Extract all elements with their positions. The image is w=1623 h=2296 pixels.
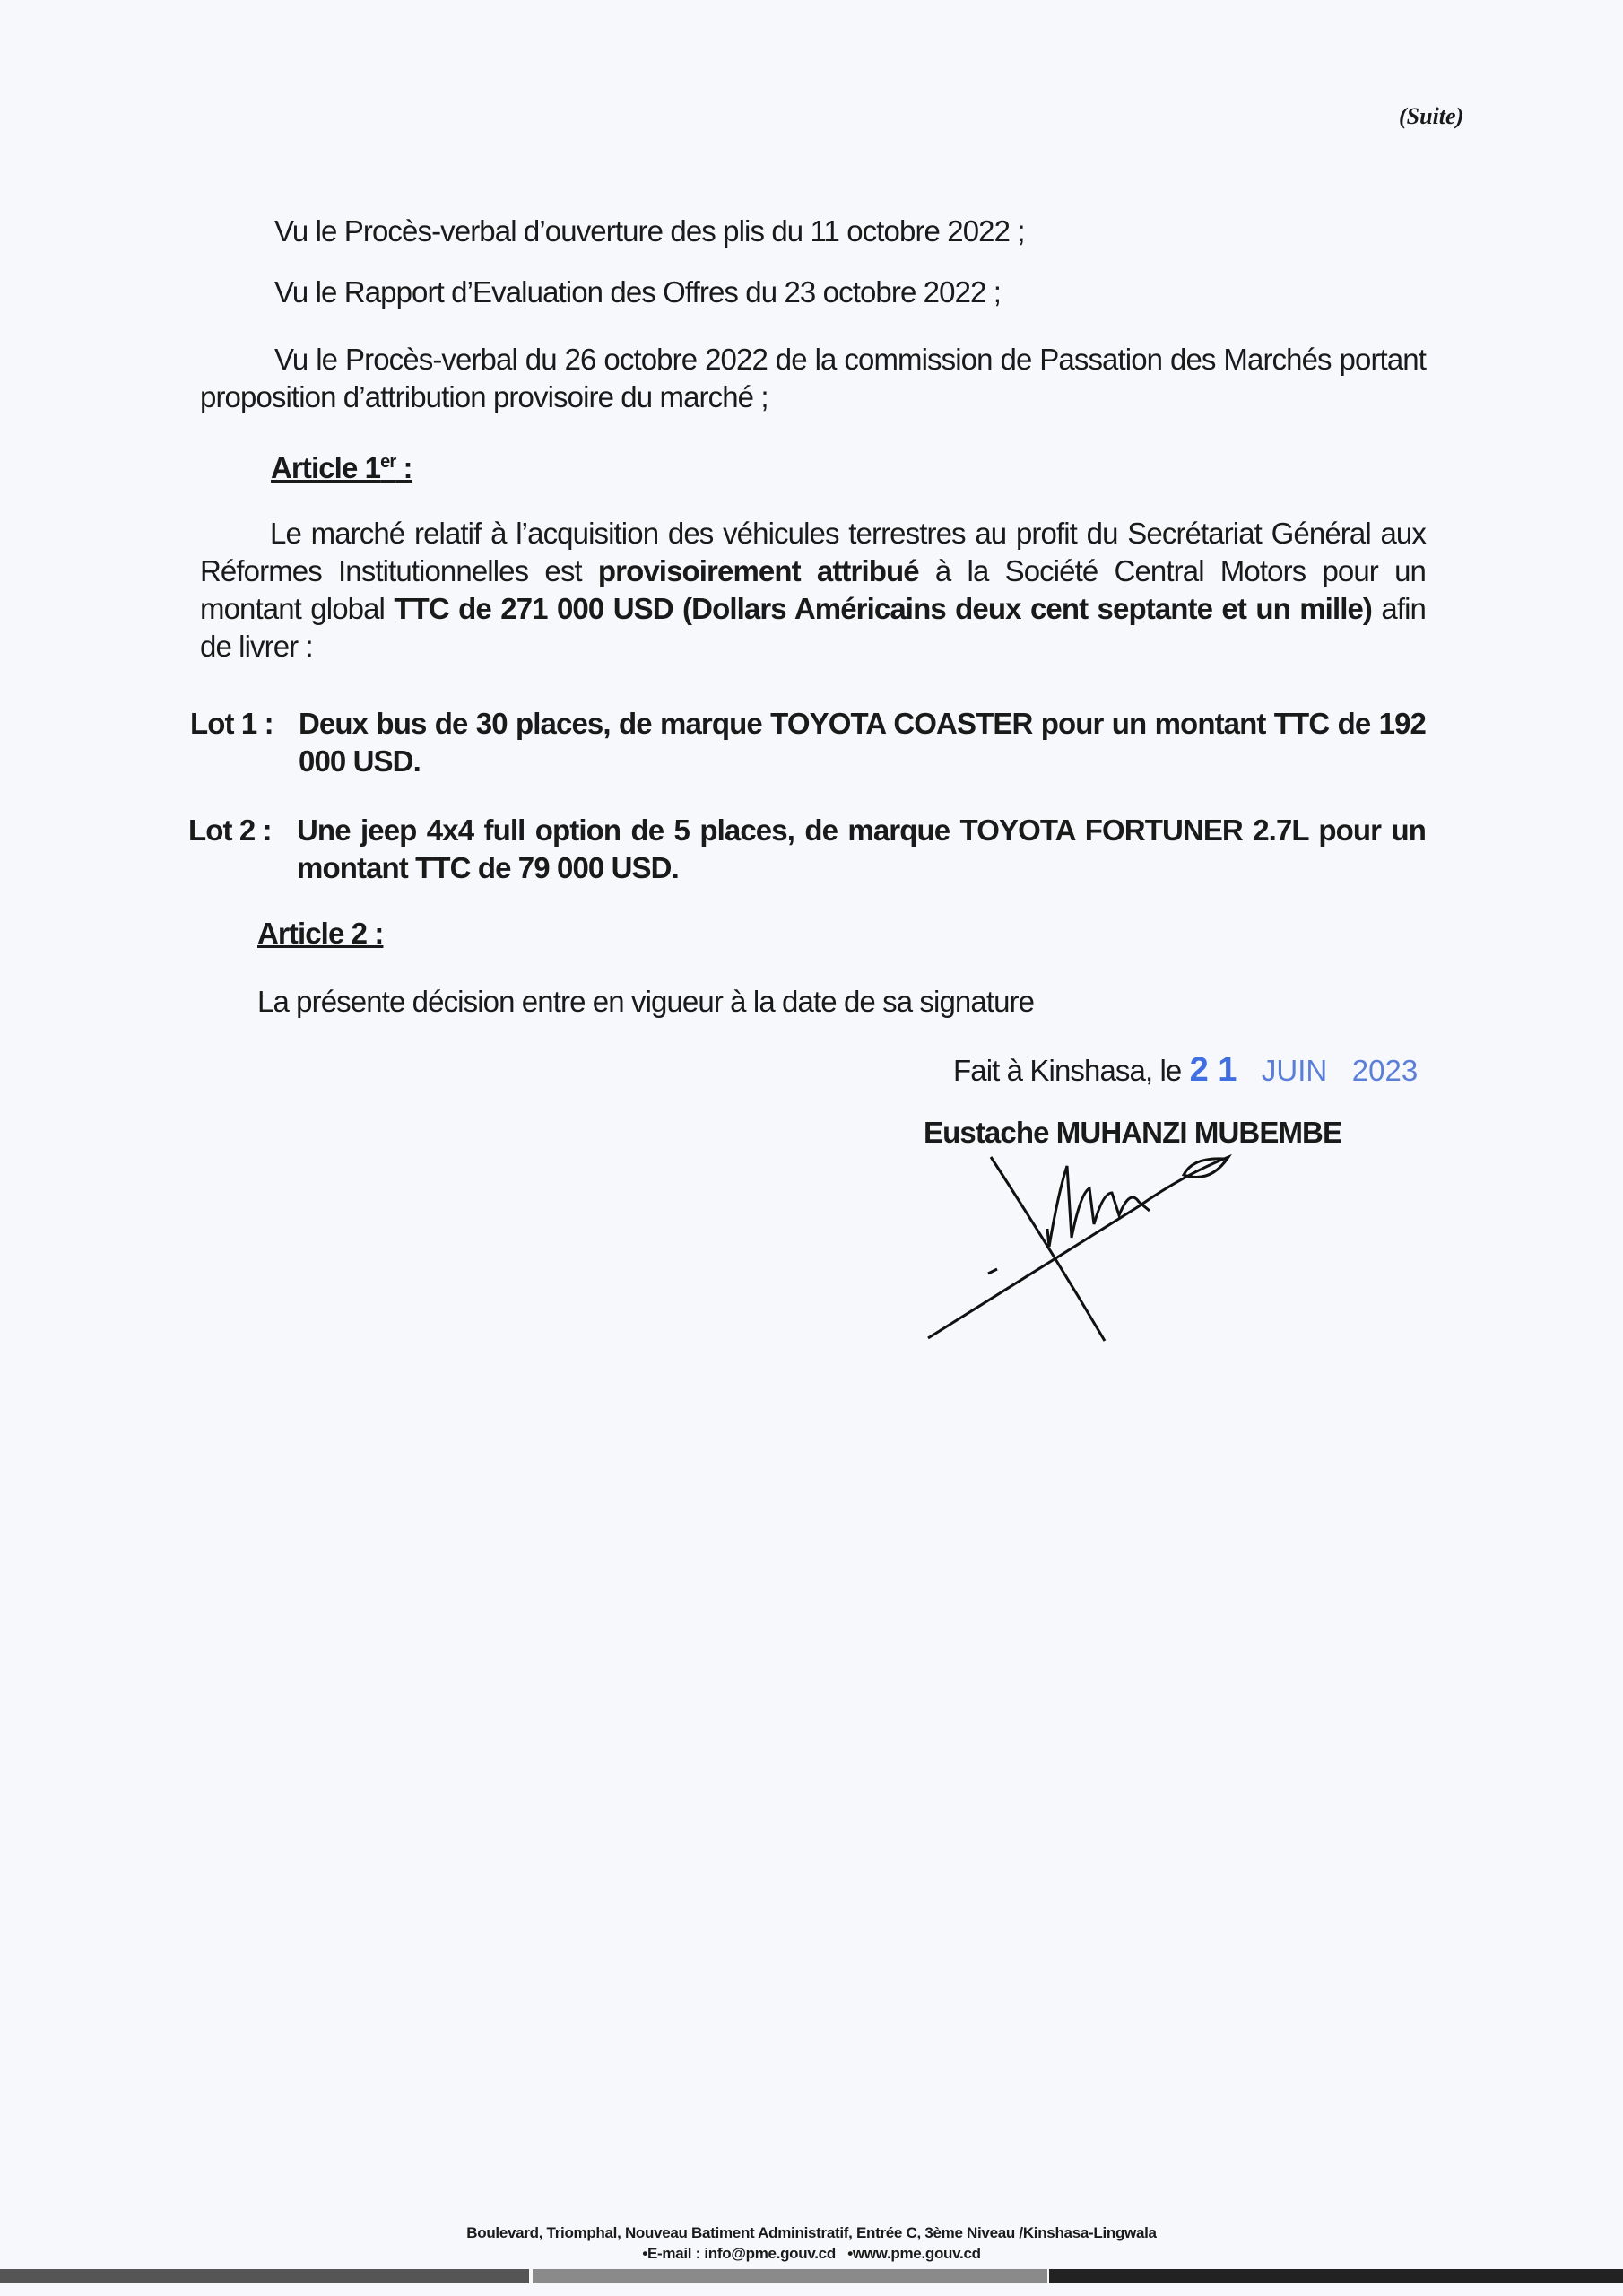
stamp-day: 2 1 <box>1189 1051 1237 1089</box>
footer-contact <box>0 2245 1623 2263</box>
consideration-1: Vu le Procès-verbal d’ouverture des plis du 11 octobre 2022 ; <box>274 214 1025 248</box>
article-1-text: Le marché relatif à l’acquisition des véhicules terrestres au profit du Secrétariat Général aux Réformes Institutionnelles est <box>200 517 1426 587</box>
article-1-bold: provisoirement attribué <box>597 554 919 587</box>
footer-bar-middle <box>533 2269 1047 2283</box>
article-1-title-text: Article 1 <box>271 451 381 484</box>
footer-email: •E-mail : info@pme.gouv.cd <box>642 2245 836 2262</box>
signature-place <box>953 1051 1418 1090</box>
footer-bar-left <box>0 2269 529 2283</box>
article-1-text: à la Société Central Motors pour un montant global <box>200 554 1426 625</box>
stamp-year: 2023 <box>1351 1054 1419 1087</box>
consideration-3: Vu le Procès-verbal du 26 octobre 2022 de la commission de Passation des Marchés portant proposition d’attribution provisoire du marché ; <box>200 343 1426 413</box>
place-date-label: Fait à Kinshasa, le <box>953 1054 1182 1087</box>
lot-2-text: Une jeep 4x4 full option de 5 places, de marque TOYOTA FORTUNER 2.7L pour un montant TTC de 79 000 USD. <box>297 813 1426 884</box>
lot-1-label: Lot 1 : <box>190 707 273 740</box>
footer-bar-right <box>1049 2269 1623 2283</box>
article-2-title: Article 2 : <box>257 917 384 950</box>
consideration-2: Vu le Rapport d’Evaluation des Offres du 23 octobre 2022 ; <box>274 275 1002 309</box>
article-1-amount: TTC de 271 000 USD (Dollars Américains deux cent septante et un mille) <box>394 592 1373 625</box>
footer-website: •www.pme.gouv.cd <box>847 2245 981 2262</box>
handwritten-signature <box>915 1139 1291 1354</box>
article-1-text: afin de livrer : <box>200 592 1427 663</box>
article-1-sup: er <box>380 452 396 472</box>
article-1-title <box>271 443 412 487</box>
article-1-colon: : <box>395 451 412 484</box>
footer-address: Boulevard, Triomphal, Nouveau Batiment Administratif, Entrée C, 3ème Niveau /Kinshasa-Lingwala <box>466 2224 1157 2241</box>
signatory-name: Eustache MUHANZI MUBEMBE <box>924 1116 1342 1149</box>
suite-label: (Suite) <box>1399 103 1464 129</box>
article-2-text: La présente décision entre en vigueur à la date de sa signature <box>257 985 1035 1018</box>
article-1-body <box>200 515 1426 665</box>
lot-2-label: Lot 2 : <box>188 813 272 847</box>
date-stamp <box>1181 1051 1419 1089</box>
stamp-month: JUIN <box>1261 1054 1328 1087</box>
lot-1-text: Deux bus de 30 places, de marque TOYOTA COASTER pour un montant TTC de 192 000 USD. <box>299 707 1426 778</box>
